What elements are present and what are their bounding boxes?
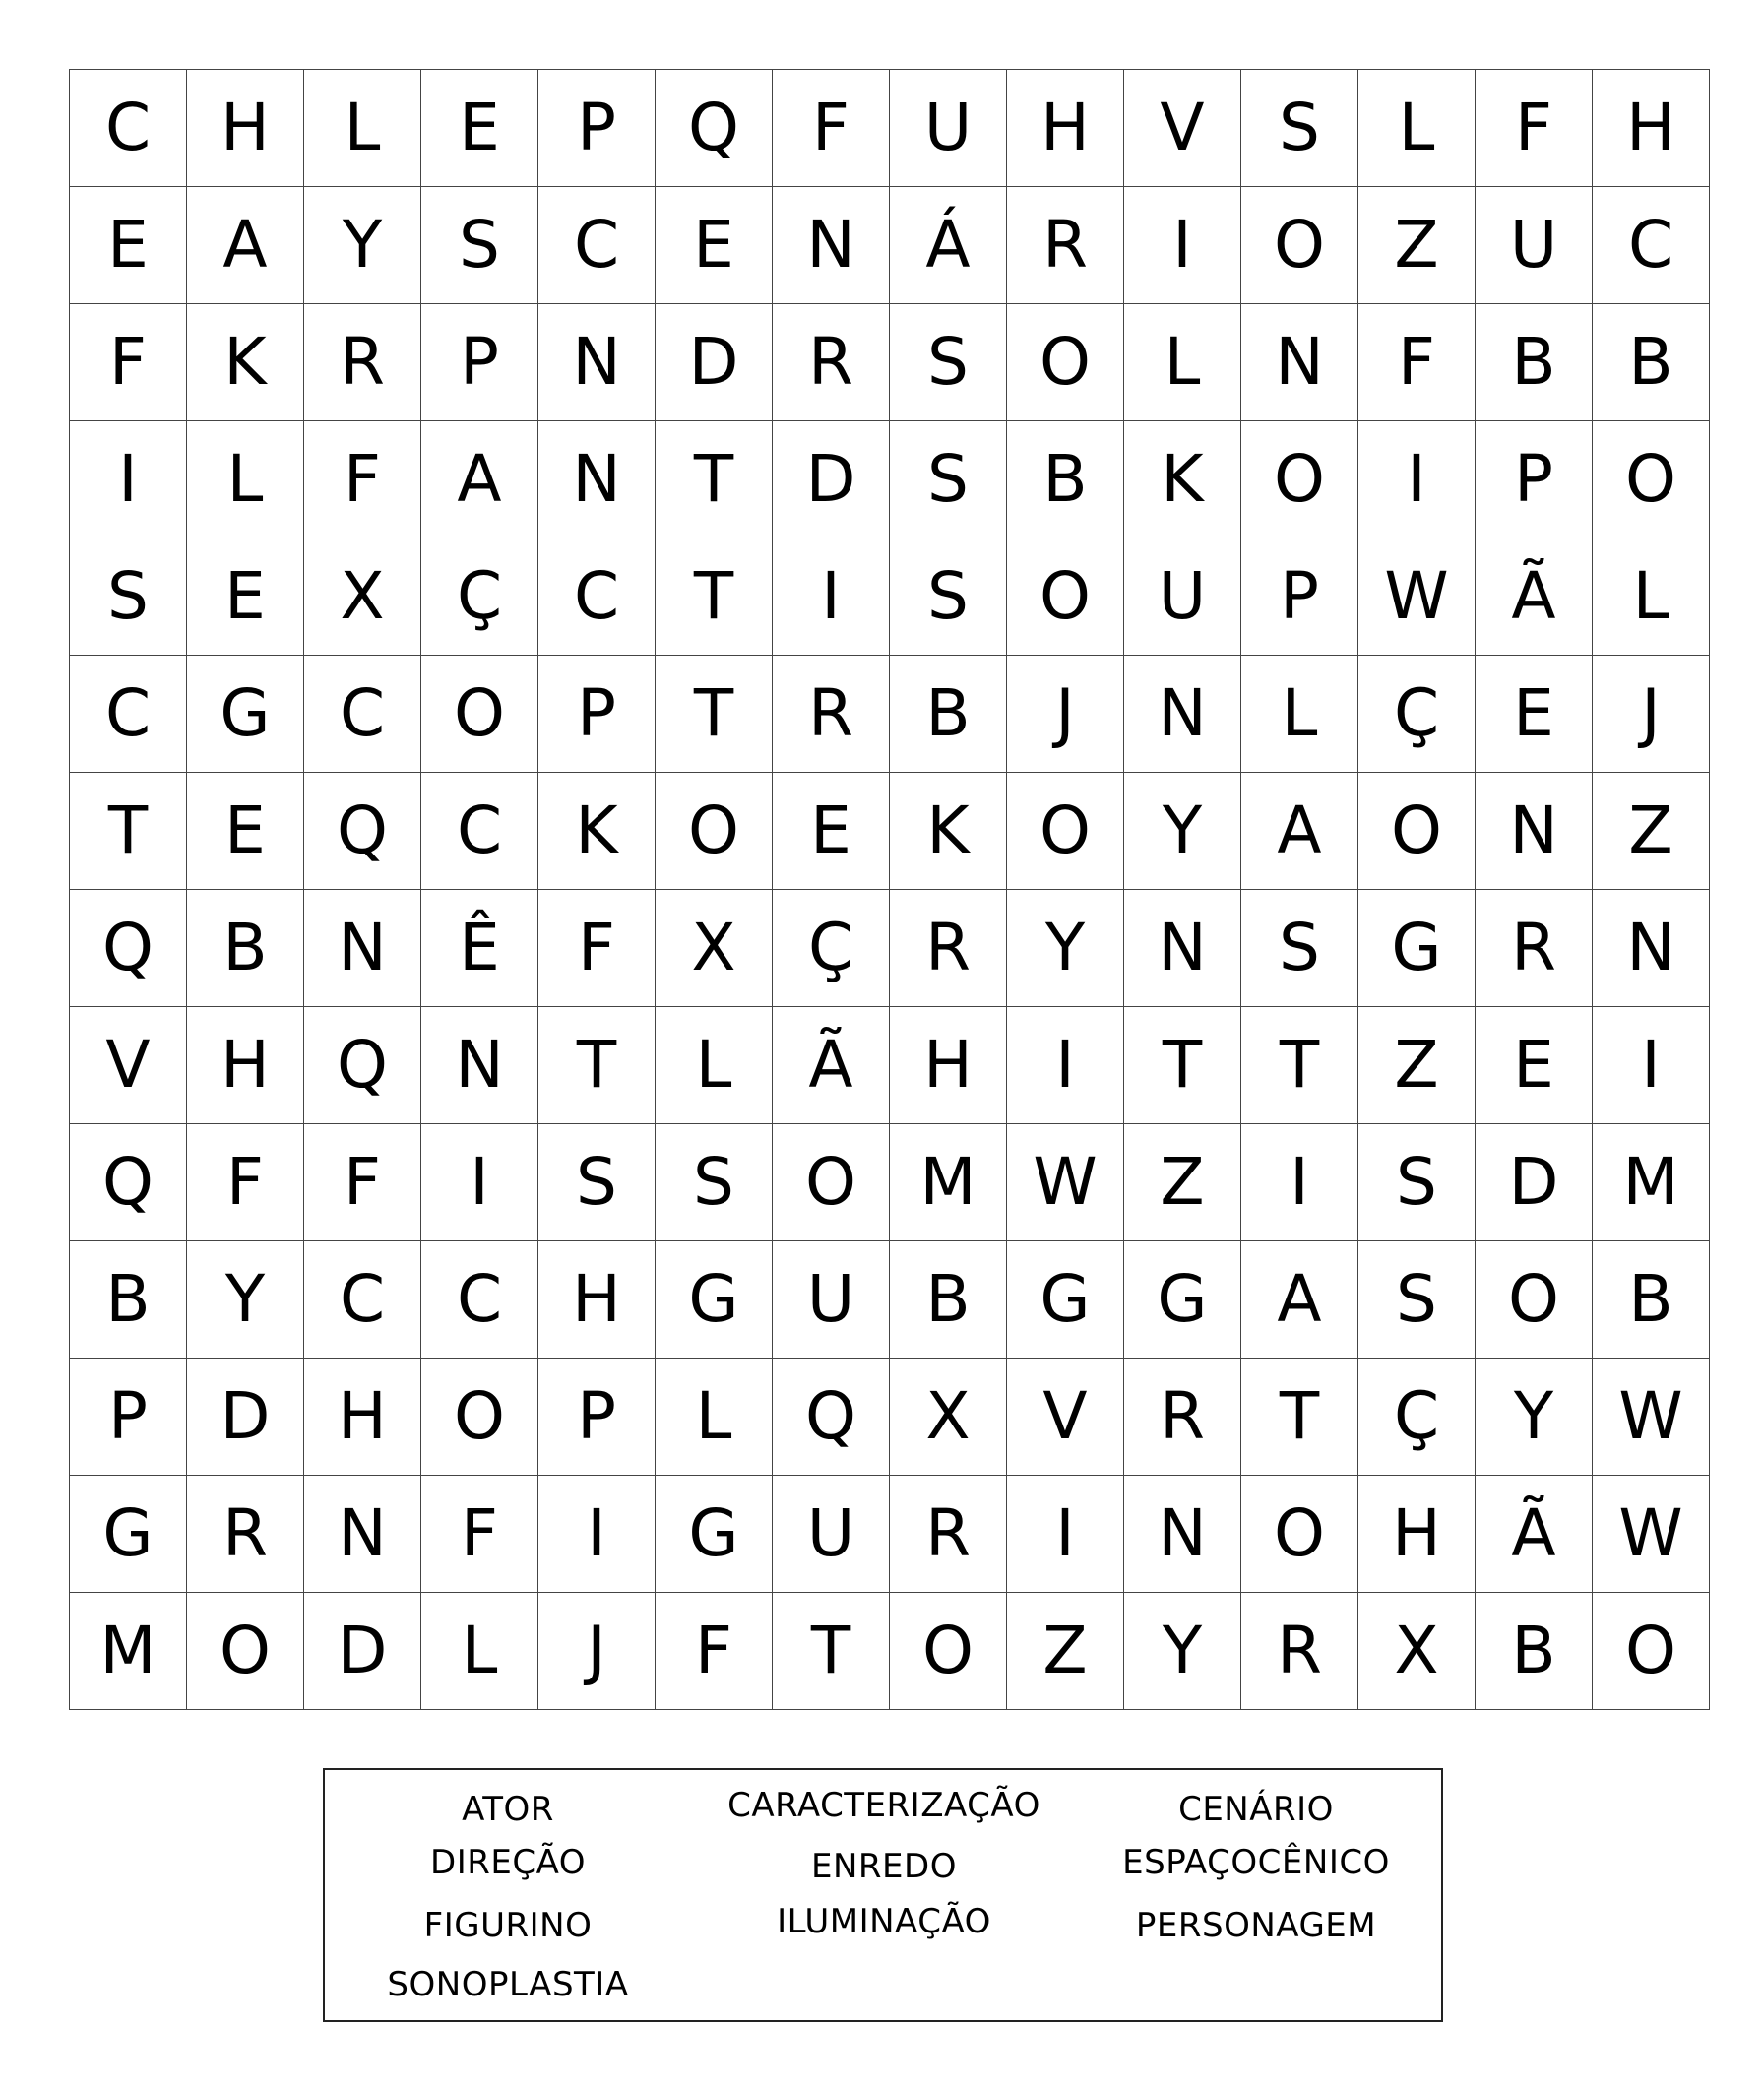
grid-cell[interactable]: M xyxy=(890,1124,1007,1241)
grid-cell[interactable]: F xyxy=(187,1124,304,1241)
grid-cell[interactable]: O xyxy=(1241,421,1358,538)
grid-cell[interactable]: L xyxy=(421,1593,538,1710)
grid-cell[interactable]: Q xyxy=(304,773,421,890)
grid-cell[interactable]: R xyxy=(773,656,890,773)
grid-cell[interactable]: K xyxy=(1124,421,1241,538)
grid-cell[interactable]: Z xyxy=(1358,187,1476,304)
grid-cell[interactable]: Y xyxy=(304,187,421,304)
grid-cell[interactable]: J xyxy=(538,1593,656,1710)
grid-cell[interactable]: W xyxy=(1593,1476,1710,1593)
grid-cell[interactable]: A xyxy=(187,187,304,304)
grid-row xyxy=(70,1476,1710,1593)
grid-cell[interactable]: T xyxy=(773,1593,890,1710)
grid-cell[interactable]: Q xyxy=(773,1359,890,1476)
grid-cell[interactable]: W xyxy=(1007,1124,1124,1241)
grid-cell[interactable]: I xyxy=(1358,421,1476,538)
grid-cell[interactable]: C xyxy=(538,187,656,304)
grid-cell[interactable]: L xyxy=(304,70,421,187)
grid-cell[interactable]: Y xyxy=(1124,773,1241,890)
grid-cell[interactable]: G xyxy=(1007,1241,1124,1359)
grid-cell[interactable]: Ã xyxy=(1476,538,1593,656)
grid-cell[interactable]: R xyxy=(890,1476,1007,1593)
grid-cell[interactable]: Ã xyxy=(1476,1476,1593,1593)
grid-cell[interactable]: B xyxy=(187,890,304,1007)
grid-cell[interactable]: Y xyxy=(1124,1593,1241,1710)
grid-cell[interactable]: X xyxy=(656,890,773,1007)
grid-cell[interactable]: B xyxy=(890,1241,1007,1359)
grid-cell[interactable]: D xyxy=(1476,1124,1593,1241)
grid-cell[interactable]: S xyxy=(656,1124,773,1241)
grid-cell[interactable]: G xyxy=(656,1241,773,1359)
word-list-item: CENÁRIO xyxy=(1178,1790,1334,1829)
grid-cell[interactable]: Ã xyxy=(773,1007,890,1124)
grid-cell[interactable]: F xyxy=(70,304,187,421)
grid-cell[interactable]: C xyxy=(421,1241,538,1359)
grid-cell[interactable]: E xyxy=(187,538,304,656)
grid-cell[interactable]: R xyxy=(1476,890,1593,1007)
grid-cell[interactable]: I xyxy=(538,1476,656,1593)
grid-cell[interactable]: P xyxy=(538,70,656,187)
grid-cell[interactable]: N xyxy=(304,1476,421,1593)
grid-cell[interactable]: J xyxy=(1593,656,1710,773)
grid-cell[interactable]: Q xyxy=(70,890,187,1007)
grid-cell[interactable]: I xyxy=(421,1124,538,1241)
grid-cell[interactable]: R xyxy=(187,1476,304,1593)
grid-cell[interactable]: S xyxy=(538,1124,656,1241)
grid-cell[interactable]: P xyxy=(70,1359,187,1476)
grid-cell[interactable]: O xyxy=(773,1124,890,1241)
grid-cell[interactable]: E xyxy=(1476,1007,1593,1124)
grid-cell[interactable]: X xyxy=(890,1359,1007,1476)
word-list-item: SONOPLASTIA xyxy=(387,1965,629,2004)
grid-cell[interactable]: I xyxy=(1007,1007,1124,1124)
grid-cell[interactable]: F xyxy=(1476,70,1593,187)
grid-cell[interactable]: H xyxy=(187,70,304,187)
grid-cell[interactable]: I xyxy=(1007,1476,1124,1593)
grid-cell[interactable]: I xyxy=(70,421,187,538)
grid-cell[interactable]: U xyxy=(890,70,1007,187)
grid-cell[interactable]: O xyxy=(421,1359,538,1476)
grid-cell[interactable]: O xyxy=(1593,421,1710,538)
grid-cell[interactable]: G xyxy=(1124,1241,1241,1359)
grid-cell[interactable]: B xyxy=(70,1241,187,1359)
grid-cell[interactable]: X xyxy=(304,538,421,656)
grid-cell[interactable]: Z xyxy=(1593,773,1710,890)
grid-row xyxy=(70,1007,1710,1124)
grid-cell[interactable]: P xyxy=(421,304,538,421)
word-list-item: DIREÇÃO xyxy=(430,1843,586,1882)
grid-cell[interactable]: N xyxy=(538,421,656,538)
grid-cell[interactable]: N xyxy=(538,304,656,421)
grid-cell[interactable]: Á xyxy=(890,187,1007,304)
grid-cell[interactable]: Z xyxy=(1007,1593,1124,1710)
grid-cell[interactable]: U xyxy=(773,1476,890,1593)
grid-cell[interactable]: K xyxy=(187,304,304,421)
grid-cell[interactable]: O xyxy=(187,1593,304,1710)
grid-cell[interactable]: C xyxy=(70,656,187,773)
grid-cell[interactable]: O xyxy=(1007,773,1124,890)
grid-cell[interactable]: I xyxy=(1593,1007,1710,1124)
grid-cell[interactable]: C xyxy=(304,1241,421,1359)
word-list-item: FIGURINO xyxy=(423,1906,593,1945)
grid-cell[interactable]: N xyxy=(1124,890,1241,1007)
grid-cell[interactable]: L xyxy=(1593,538,1710,656)
grid-cell[interactable]: O xyxy=(1241,187,1358,304)
grid-cell[interactable]: B xyxy=(890,656,1007,773)
grid-cell[interactable]: S xyxy=(1358,1124,1476,1241)
grid-cell[interactable]: U xyxy=(1476,187,1593,304)
grid-row xyxy=(70,70,1710,187)
grid-cell[interactable]: U xyxy=(1124,538,1241,656)
grid-cell[interactable]: H xyxy=(187,1007,304,1124)
grid-row xyxy=(70,1593,1710,1710)
grid-cell[interactable]: N xyxy=(1124,1476,1241,1593)
grid-cell[interactable]: L xyxy=(187,421,304,538)
grid-cell[interactable]: S xyxy=(890,304,1007,421)
grid-cell[interactable]: H xyxy=(1007,70,1124,187)
grid-cell[interactable]: N xyxy=(1476,773,1593,890)
grid-row xyxy=(70,656,1710,773)
grid-cell[interactable]: O xyxy=(421,656,538,773)
grid-row xyxy=(70,773,1710,890)
grid-cell[interactable]: H xyxy=(1358,1476,1476,1593)
grid-cell[interactable]: S xyxy=(70,538,187,656)
grid-cell[interactable]: F xyxy=(538,890,656,1007)
grid-cell[interactable]: E xyxy=(187,773,304,890)
grid-cell[interactable]: O xyxy=(1476,1241,1593,1359)
grid-cell[interactable]: V xyxy=(1007,1359,1124,1476)
grid-cell[interactable]: L xyxy=(1124,304,1241,421)
grid-cell[interactable]: Q xyxy=(70,1124,187,1241)
grid-cell[interactable]: O xyxy=(1358,773,1476,890)
grid-cell[interactable]: P xyxy=(1476,421,1593,538)
grid-cell[interactable]: Ê xyxy=(421,890,538,1007)
grid-cell[interactable]: T xyxy=(1241,1007,1358,1124)
grid-cell[interactable]: H xyxy=(538,1241,656,1359)
grid-cell[interactable]: C xyxy=(538,538,656,656)
grid-cell[interactable]: C xyxy=(304,656,421,773)
grid-cell[interactable]: N xyxy=(421,1007,538,1124)
grid-row xyxy=(70,304,1710,421)
grid-cell[interactable]: K xyxy=(890,773,1007,890)
grid-cell[interactable]: C xyxy=(421,773,538,890)
grid-cell[interactable]: E xyxy=(656,187,773,304)
grid-cell[interactable]: P xyxy=(538,1359,656,1476)
grid-cell[interactable]: X xyxy=(1358,1593,1476,1710)
word-list-item: PERSONAGEM xyxy=(1135,1906,1377,1945)
grid-cell[interactable]: B xyxy=(1476,1593,1593,1710)
grid-cell[interactable]: O xyxy=(1007,538,1124,656)
grid-row xyxy=(70,1359,1710,1476)
grid-cell[interactable]: C xyxy=(70,70,187,187)
grid-cell[interactable]: E xyxy=(773,773,890,890)
grid-cell[interactable]: T xyxy=(70,773,187,890)
grid-cell[interactable]: R xyxy=(1007,187,1124,304)
grid-cell[interactable]: Q xyxy=(304,1007,421,1124)
grid-cell[interactable]: L xyxy=(1358,70,1476,187)
word-list-box xyxy=(323,1768,1443,2022)
grid-cell[interactable]: F xyxy=(1358,304,1476,421)
grid-cell[interactable]: I xyxy=(1124,187,1241,304)
grid-cell[interactable]: Ç xyxy=(1358,1359,1476,1476)
grid-cell[interactable]: I xyxy=(773,538,890,656)
word-list-item: CARACTERIZAÇÃO xyxy=(727,1786,1040,1825)
grid-cell[interactable]: N xyxy=(304,890,421,1007)
grid-cell[interactable]: J xyxy=(1007,656,1124,773)
grid-cell[interactable]: N xyxy=(1593,890,1710,1007)
grid-row xyxy=(70,1241,1710,1359)
grid-cell[interactable]: R xyxy=(304,304,421,421)
grid-cell[interactable]: Y xyxy=(1007,890,1124,1007)
grid-cell[interactable]: S xyxy=(1241,890,1358,1007)
grid-cell[interactable]: G xyxy=(70,1476,187,1593)
grid-cell[interactable]: L xyxy=(1241,656,1358,773)
grid-cell[interactable]: Z xyxy=(1358,1007,1476,1124)
grid-cell[interactable]: D xyxy=(187,1359,304,1476)
word-list-item: ENREDO xyxy=(811,1847,957,1886)
grid-cell[interactable]: B xyxy=(1593,304,1710,421)
grid-row xyxy=(70,1124,1710,1241)
grid-cell[interactable]: E xyxy=(1476,656,1593,773)
grid-cell[interactable]: Ç xyxy=(421,538,538,656)
grid-cell[interactable]: O xyxy=(890,1593,1007,1710)
grid-cell[interactable]: E xyxy=(70,187,187,304)
grid-cell[interactable]: T xyxy=(1241,1359,1358,1476)
grid-row xyxy=(70,890,1710,1007)
word-list-item: ILUMINAÇÃO xyxy=(777,1902,991,1941)
grid-cell[interactable]: T xyxy=(538,1007,656,1124)
grid-cell[interactable]: L xyxy=(656,1359,773,1476)
grid-cell[interactable]: G xyxy=(187,656,304,773)
grid-cell[interactable]: V xyxy=(1124,70,1241,187)
grid-cell[interactable]: F xyxy=(304,421,421,538)
grid-cell[interactable]: O xyxy=(1593,1593,1710,1710)
grid-cell[interactable]: C xyxy=(1593,187,1710,304)
grid-cell[interactable]: U xyxy=(773,1241,890,1359)
grid-cell[interactable]: B xyxy=(1593,1241,1710,1359)
grid-cell[interactable]: F xyxy=(773,70,890,187)
grid-cell[interactable]: A xyxy=(421,421,538,538)
grid-cell[interactable]: B xyxy=(1476,304,1593,421)
grid-cell[interactable]: M xyxy=(70,1593,187,1710)
grid-cell[interactable]: G xyxy=(1358,890,1476,1007)
grid-cell[interactable]: R xyxy=(1124,1359,1241,1476)
grid-cell[interactable]: W xyxy=(1593,1359,1710,1476)
grid-row xyxy=(70,187,1710,304)
grid-cell[interactable]: S xyxy=(890,538,1007,656)
grid-cell[interactable]: N xyxy=(1124,656,1241,773)
grid-cell[interactable]: F xyxy=(656,1593,773,1710)
grid-cell[interactable]: Y xyxy=(1476,1359,1593,1476)
grid-cell[interactable]: O xyxy=(1241,1476,1358,1593)
grid-cell[interactable]: H xyxy=(890,1007,1007,1124)
grid-cell[interactable]: F xyxy=(304,1124,421,1241)
grid-cell[interactable]: Y xyxy=(187,1241,304,1359)
grid-cell[interactable]: Ç xyxy=(1358,656,1476,773)
grid-cell[interactable]: P xyxy=(538,656,656,773)
grid-cell[interactable]: M xyxy=(1593,1124,1710,1241)
grid-row xyxy=(70,538,1710,656)
word-list-item: ATOR xyxy=(462,1790,554,1829)
grid-row xyxy=(70,421,1710,538)
grid-cell[interactable]: G xyxy=(656,1476,773,1593)
grid-cell[interactable]: P xyxy=(1241,538,1358,656)
word-list-item: ESPAÇOCÊNICO xyxy=(1122,1843,1390,1882)
grid-cell[interactable]: D xyxy=(656,304,773,421)
grid-cell[interactable]: T xyxy=(656,421,773,538)
grid-cell[interactable]: W xyxy=(1358,538,1476,656)
grid-cell[interactable]: H xyxy=(304,1359,421,1476)
grid-cell[interactable]: S xyxy=(890,421,1007,538)
grid-cell[interactable]: K xyxy=(538,773,656,890)
grid-cell[interactable]: O xyxy=(1007,304,1124,421)
grid-cell[interactable]: A xyxy=(1241,773,1358,890)
grid-cell[interactable]: E xyxy=(421,70,538,187)
grid-cell[interactable]: D xyxy=(773,421,890,538)
grid-cell[interactable]: R xyxy=(1241,1593,1358,1710)
grid-cell[interactable]: T xyxy=(656,538,773,656)
grid-cell[interactable]: R xyxy=(890,890,1007,1007)
word-search-grid xyxy=(69,69,1710,1710)
grid-cell[interactable]: R xyxy=(773,304,890,421)
grid-cell[interactable]: T xyxy=(656,656,773,773)
grid-cell[interactable]: V xyxy=(70,1007,187,1124)
grid-cell[interactable]: N xyxy=(1241,304,1358,421)
grid-cell[interactable]: L xyxy=(656,1007,773,1124)
grid-cell[interactable]: S xyxy=(1241,70,1358,187)
grid-cell[interactable]: A xyxy=(1241,1241,1358,1359)
grid-cell[interactable]: I xyxy=(1241,1124,1358,1241)
grid-cell[interactable]: D xyxy=(304,1593,421,1710)
grid-cell[interactable]: S xyxy=(421,187,538,304)
grid-cell[interactable]: T xyxy=(1124,1007,1241,1124)
grid-cell[interactable]: O xyxy=(656,773,773,890)
grid-cell[interactable]: S xyxy=(1358,1241,1476,1359)
grid-cell[interactable]: Z xyxy=(1124,1124,1241,1241)
grid-cell[interactable]: Ç xyxy=(773,890,890,1007)
grid-cell[interactable]: N xyxy=(773,187,890,304)
grid-cell[interactable]: B xyxy=(1007,421,1124,538)
grid-cell[interactable]: Q xyxy=(656,70,773,187)
grid-cell[interactable]: F xyxy=(421,1476,538,1593)
grid-cell[interactable]: H xyxy=(1593,70,1710,187)
